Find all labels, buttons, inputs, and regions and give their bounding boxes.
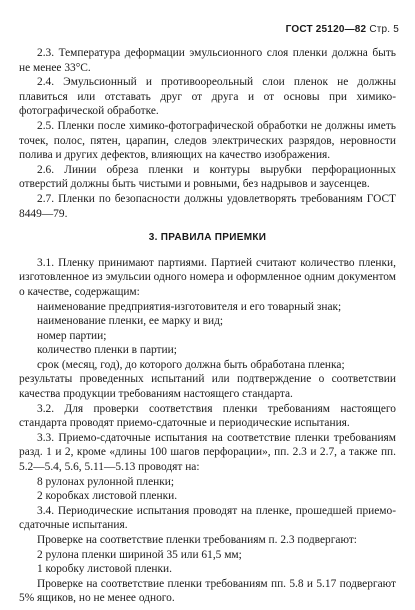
clause-3-4: 3.4. Периодические испытания проводят на пленке, прошедшей приемо-сдаточные испытания. <box>19 504 396 532</box>
clause-2-5: 2.5. Пленки после химико-фотографической обработки не должны иметь точек, полос, пятен, царапин, следов электрических разрядов, неровности полива и других дефектов, влияющих на качество изображения. <box>19 119 396 162</box>
document-body <box>19 46 396 606</box>
clause-3-3: 3.3. Приемо-сдаточные испытания на соответствие пленки требованиям разд. 1 и 2, кроме «длины 100 шагов перфорации», пп. 2.3 и 2.7, а также пп. 5.2—5.4, 5.6, 5.11—5.13 проводят на: <box>19 431 396 474</box>
page-number: Стр. 5 <box>369 24 399 35</box>
clause-2-4: 2.4. Эмульсионный и противоореольный слои пленок не должны плавиться или отставать друг от друга и от основы при химико-фотографической обработке. <box>19 76 396 118</box>
clause-2-7: 2.7. Пленки по безопасности должны удовлетворять требованиям ГОСТ 8449—79. <box>19 192 396 220</box>
list-item: срок (месяц, год), до которого должна быть обработана пленка; <box>37 358 345 371</box>
clause-2-3: 2.3. Температура деформации эмульсионного слоя пленки должна быть не менее 33°С. <box>19 47 396 74</box>
clause-3-1-tail: результаты проведенных испытаний или подтверждение о соответствии качества продукции требованиям настоящего стандарта. <box>19 373 396 401</box>
list-item: наименование предприятия-изготовителя и его товарный знак; <box>37 300 342 313</box>
gost-number: ГОСТ 25120—82 <box>285 24 367 35</box>
clause-2-6: 2.6. Линии обреза пленки и контуры вырубки перфорационных отверстий должны быть чистыми и ровными, без надрывов и заусенцев. <box>19 163 396 191</box>
list-item: количество пленки в партии; <box>37 344 177 357</box>
clause-3-4-final: Проверке на соответствие пленки требованиям пп. 5.8 и 5.17 подвергают 5% ящиков, но не менее одного. <box>19 577 396 605</box>
list-item: номер партии; <box>37 329 107 342</box>
clause-3-1: 3.1. Пленку принимают партиями. Партией считают количество пленки, изготовленное из эмульсии одного номера и оформленное одним документом о качестве, содержащим: <box>19 256 396 298</box>
section-heading: 3. ПРАВИЛА ПРИЕМКИ <box>148 232 267 244</box>
page-header <box>286 24 399 35</box>
list-item: 2 коробках листовой пленки. <box>37 490 178 503</box>
list-item: наименование пленки, ее марку и вид; <box>37 315 224 328</box>
clause-3-2: 3.2. Для проверки соответствия пленки требованиям настоящего стандарта проводят приемо-сдаточные и периодические испытания. <box>19 402 396 430</box>
list-item: 2 рулона пленки шириной 35 или 61,5 мм; <box>37 548 242 561</box>
list-item: 8 рулонах рулонной пленки; <box>37 475 175 488</box>
clause-3-4-check: Проверке на соответствие пленки требованиям п. 2.3 подвергают: <box>37 534 357 546</box>
list-item: 1 коробку листовой пленки. <box>37 563 173 576</box>
